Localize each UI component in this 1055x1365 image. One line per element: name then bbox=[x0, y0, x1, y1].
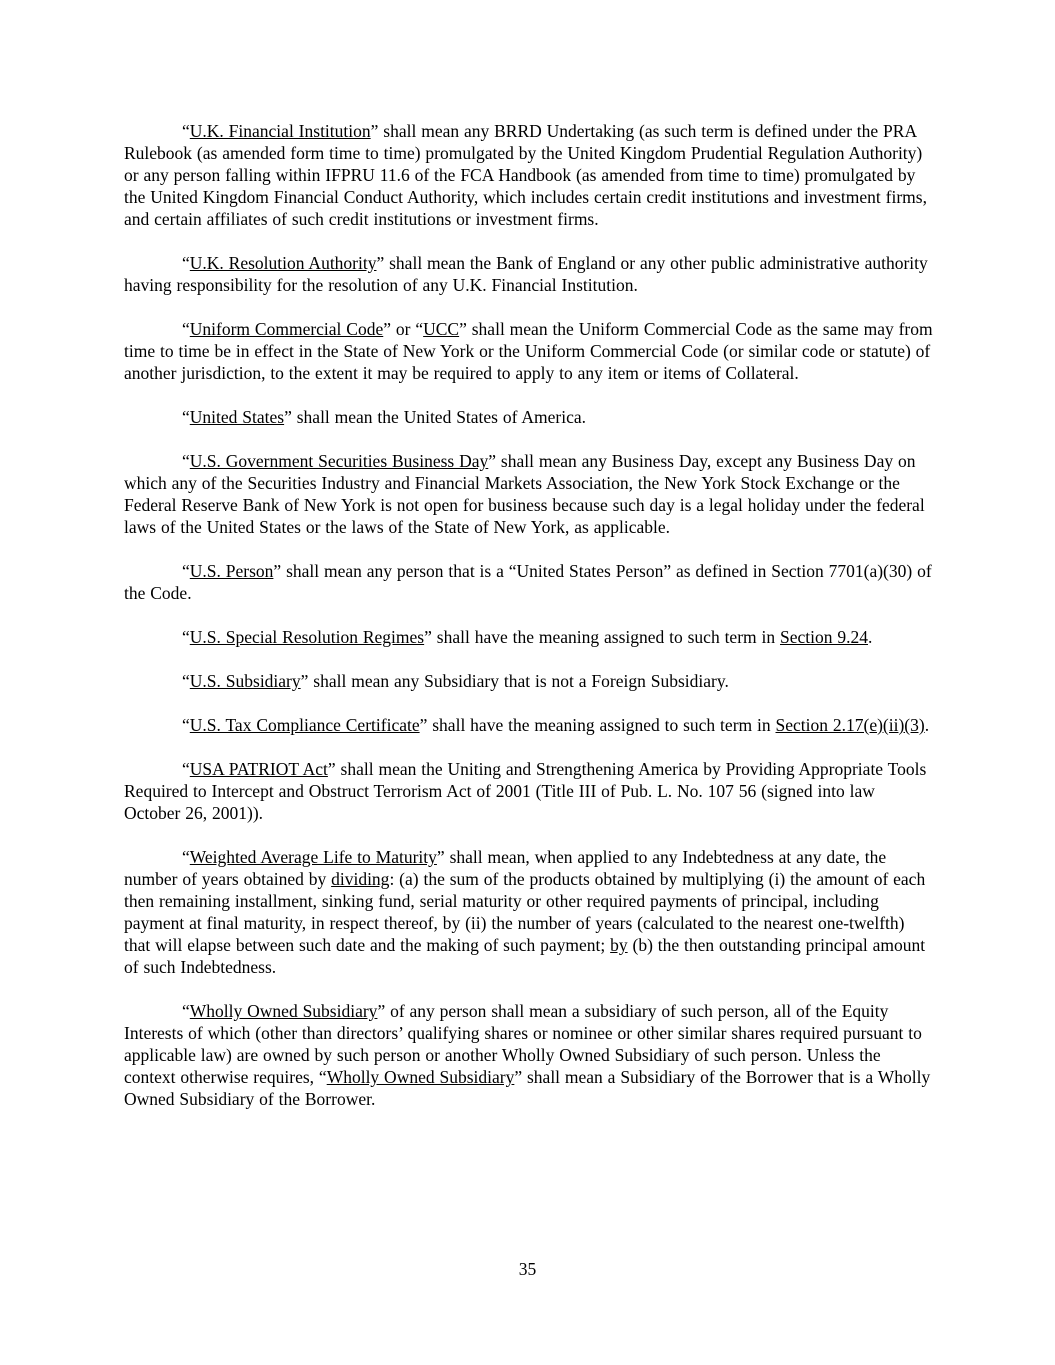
definition-paragraph bbox=[124, 1000, 934, 1110]
defined-term: Wholly Owned Subsidiary bbox=[189, 1001, 378, 1021]
body-text: ” shall have the meaning assigned to such term in bbox=[424, 627, 781, 647]
body-text: ” shall mean the Uniting and Strengthening America by Providing Appropriate Tools Required to Intercept and Obstruct Terrorism Act of 2001 (Title III of Pub. L. No. 107 56 (signed into law October 26, 2001)). bbox=[124, 759, 927, 823]
definition-paragraph bbox=[124, 560, 934, 604]
body-text: ” shall mean a Subsidiary of the Borrower that is a Wholly Owned Subsidiary of the Borrower. bbox=[124, 1067, 931, 1109]
definition-paragraph bbox=[124, 670, 934, 692]
definitions-section bbox=[124, 120, 934, 1132]
defined-term: USA PATRIOT Act bbox=[189, 759, 328, 779]
defined-term: dividing bbox=[331, 869, 390, 889]
defined-term: Uniform Commercial Code bbox=[189, 319, 384, 339]
defined-term: U.S. Government Securities Business Day bbox=[189, 451, 489, 471]
definition-paragraph bbox=[124, 252, 934, 296]
body-text: “ bbox=[182, 671, 190, 691]
body-text: “ bbox=[182, 407, 190, 427]
body-text: “ bbox=[182, 1001, 190, 1021]
body-text: “ bbox=[182, 451, 190, 471]
defined-term: U.S. Person bbox=[189, 561, 274, 581]
body-text: ” shall mean the United States of America. bbox=[284, 407, 586, 427]
definition-paragraph bbox=[124, 846, 934, 978]
body-text: ” or “ bbox=[383, 319, 424, 339]
body-text: ” shall mean the Bank of England or any other public administrative authority having responsibility for the resolution of any U.K. Financial Institution. bbox=[124, 253, 928, 295]
definition-paragraph bbox=[124, 120, 934, 230]
body-text: “ bbox=[182, 319, 190, 339]
body-text: “ bbox=[182, 759, 190, 779]
body-text: ” shall mean any Business Day, except any Business Day on which any of the Securities Industry and Financial Markets Association, the New York Stock Exchange or the Federal Reserve Bank of New York is not open for business because such day is a legal holiday under the federal laws of the United States or the laws of the State of New York, as applicable. bbox=[124, 451, 925, 537]
defined-term: UCC bbox=[423, 319, 460, 339]
definition-paragraph bbox=[124, 450, 934, 538]
defined-term: Wholly Owned Subsidiary bbox=[326, 1067, 515, 1087]
body-text: “ bbox=[182, 627, 190, 647]
body-text: “ bbox=[182, 847, 190, 867]
body-text: ” shall mean, when applied to any Indebtedness at any date, the number of years obtained by bbox=[124, 847, 887, 889]
body-text: ” shall have the meaning assigned to such term in bbox=[419, 715, 776, 735]
body-text: ” shall mean the Uniform Commercial Code as the same may from time to time be in effect in the State of New York or the Uniform Commercial Code (or similar code or statute) of another jurisdiction, to the extent it may be required to apply to any item or items of Collateral. bbox=[124, 319, 933, 383]
body-text: “ bbox=[182, 121, 190, 141]
defined-term: U.S. Tax Compliance Certificate bbox=[189, 715, 420, 735]
defined-term: U.K. Financial Institution bbox=[189, 121, 371, 141]
body-text: “ bbox=[182, 253, 190, 273]
body-text: ” shall mean any person that is a “United States Person” as defined in Section 7701(a)(30) of the Code. bbox=[124, 561, 932, 603]
body-text: ” shall mean any BRRD Undertaking (as such term is defined under the PRA Rulebook (as amended form time to time) promulgated by the United Kingdom Prudential Regulation Authority) or any person falling within IFPRU 11.6 of the FCA Handbook (as amended from time to time) promulgated by the United Kingdom Financial Conduct Authority, which includes certain credit institutions and investment firms, and certain affiliates of such credit institutions or investment firms. bbox=[124, 121, 927, 229]
definition-paragraph bbox=[124, 714, 934, 736]
body-text: (b) the then outstanding principal amount of such Indebtedness. bbox=[124, 935, 926, 977]
body-text: ” shall mean any Subsidiary that is not a Foreign Subsidiary. bbox=[300, 671, 729, 691]
definition-paragraph bbox=[124, 318, 934, 384]
body-text: “ bbox=[182, 561, 190, 581]
body-text: “ bbox=[182, 715, 190, 735]
defined-term: Weighted Average Life to Maturity bbox=[189, 847, 437, 867]
body-text: . bbox=[924, 715, 930, 735]
body-text: : (a) the sum of the products obtained by multiplying (i) the amount of each then remaining installment, sinking fund, serial maturity or other required payments of principal, including payment at final maturity, in respect thereof, by (ii) the number of years (calculated to the nearest one-twelfth) that will elapse between such date and the making of such payment; bbox=[124, 869, 926, 955]
defined-term: U.S. Subsidiary bbox=[189, 671, 301, 691]
defined-term: by bbox=[610, 935, 628, 955]
definition-paragraph bbox=[124, 626, 934, 648]
definition-paragraph bbox=[124, 406, 934, 428]
defined-term: United States bbox=[189, 407, 285, 427]
body-text: . bbox=[868, 627, 873, 647]
defined-term: U.S. Special Resolution Regimes bbox=[189, 627, 425, 647]
page-number: 35 bbox=[518, 1259, 537, 1279]
defined-term: Section 2.17(e)(ii)(3) bbox=[775, 715, 925, 735]
defined-term: Section 9.24 bbox=[780, 627, 869, 647]
body-text: ” of any person shall mean a subsidiary of such person, all of the Equity Interests of which (other than directors’ qualifying shares or nominee or other similar shares required pursuant to applicable law) are owned by such person or another Wholly Owned Subsidiary of such person. Unless the context otherwise requires, “ bbox=[124, 1001, 922, 1087]
defined-term: U.K. Resolution Authority bbox=[189, 253, 377, 273]
definition-paragraph bbox=[124, 758, 934, 824]
